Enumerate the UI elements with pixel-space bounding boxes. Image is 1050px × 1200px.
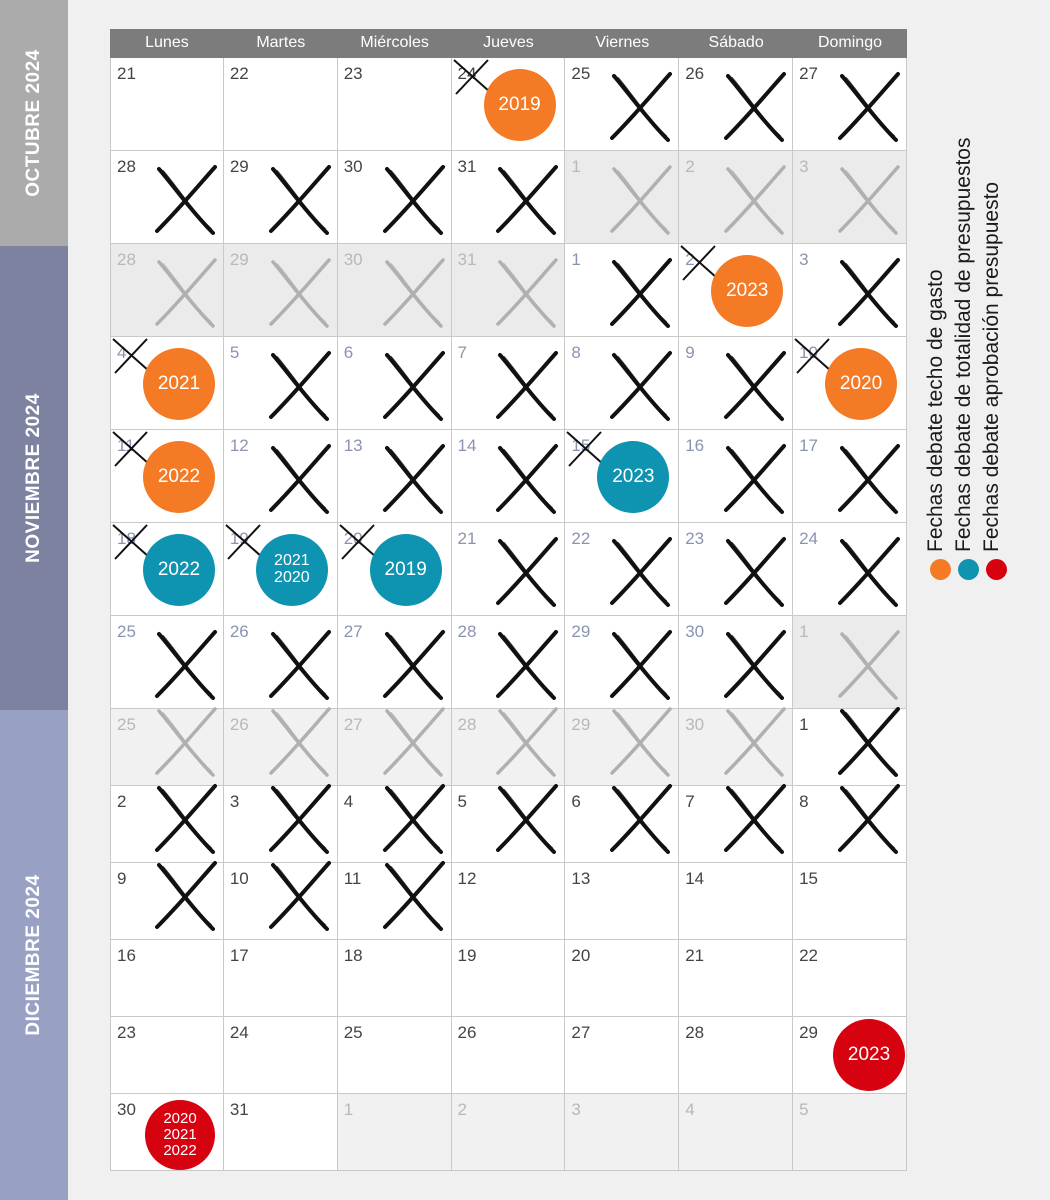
legend-item: Fechas debate techo de gasto [928, 40, 952, 580]
day-number: 21 [457, 529, 477, 548]
cross-mark-icon [267, 256, 333, 330]
day-number: 31 [457, 157, 477, 176]
day-cell [452, 1017, 566, 1094]
day-number: 28 [117, 157, 136, 176]
cross-mark-icon [608, 70, 674, 144]
event-circle [145, 1100, 215, 1170]
day-cell [565, 523, 679, 616]
day-cell [338, 940, 452, 1017]
day-number: 1 [343, 1100, 354, 1119]
day-number: 17 [229, 946, 249, 965]
event-year: 2020 [274, 569, 310, 586]
day-cell [338, 709, 452, 786]
day-cell [338, 863, 452, 940]
day-cell [110, 786, 224, 863]
cross-mark-icon [722, 535, 788, 609]
cross-mark-icon [608, 705, 674, 779]
day-number: 9 [685, 343, 695, 362]
weekday-label: Lunes [145, 34, 189, 51]
day-number: 29 [229, 157, 249, 176]
cross-mark-icon [494, 349, 560, 423]
day-number: 21 [117, 64, 136, 83]
day-cell [224, 1094, 338, 1171]
event-circle [256, 534, 328, 606]
event-year: 2020 [839, 373, 883, 395]
week-row [110, 523, 907, 616]
legend-dot-icon [930, 559, 951, 580]
day-cell [679, 58, 793, 151]
day-number: 10 [229, 869, 249, 888]
cross-mark-icon [608, 628, 674, 702]
day-cell [565, 430, 679, 523]
day-number: 27 [343, 622, 363, 641]
cross-mark-icon [494, 256, 560, 330]
day-cell [565, 244, 679, 337]
day-cell [224, 337, 338, 430]
day-number: 27 [343, 715, 363, 734]
event-circle [833, 1019, 905, 1091]
day-cell [793, 709, 907, 786]
day-cell [793, 863, 907, 940]
cross-mark-icon [608, 256, 674, 330]
day-cell [679, 523, 793, 616]
cross-mark-icon [608, 782, 674, 856]
cross-mark-icon [608, 163, 674, 237]
day-cell [793, 337, 907, 430]
weekday-label: Martes [256, 34, 306, 51]
day-cell [793, 58, 907, 151]
cross-mark-icon [153, 256, 219, 330]
day-cell [224, 863, 338, 940]
week-row [110, 151, 907, 244]
day-number: 27 [799, 64, 818, 83]
day-cell [565, 1094, 679, 1171]
day-number: 2 [117, 792, 127, 811]
day-number: 13 [343, 436, 363, 455]
cross-mark-icon [722, 705, 788, 779]
day-cell [110, 58, 224, 151]
day-number: 16 [117, 946, 136, 965]
day-number: 16 [685, 436, 705, 455]
day-number: 26 [229, 622, 249, 641]
day-cell [452, 58, 566, 151]
event-year: 2022 [157, 559, 201, 581]
day-cell [110, 616, 224, 709]
day-number: 14 [457, 436, 477, 455]
cross-mark-icon [836, 163, 902, 237]
day-number: 20 [571, 946, 591, 965]
day-number: 23 [117, 1023, 136, 1042]
week-row [110, 786, 907, 863]
day-number: 30 [343, 250, 363, 269]
cross-mark-icon [267, 442, 333, 516]
day-number: 28 [457, 715, 477, 734]
day-cell [338, 244, 452, 337]
day-number: 5 [799, 1100, 809, 1119]
cross-mark-icon [494, 705, 560, 779]
day-number: 21 [685, 946, 705, 965]
day-cell [224, 940, 338, 1017]
weekday-header [110, 29, 907, 58]
calendar-grid [110, 29, 907, 1171]
day-cell [793, 616, 907, 709]
week-row [110, 430, 907, 523]
day-number: 2 [685, 157, 695, 176]
cross-mark-icon [153, 859, 219, 933]
day-cell [679, 244, 793, 337]
day-number: 1 [799, 622, 809, 641]
day-cell [793, 244, 907, 337]
cross-mark-icon [381, 628, 447, 702]
day-cell [338, 151, 452, 244]
event-circle [825, 348, 897, 420]
day-cell [679, 616, 793, 709]
day-number: 19 [229, 529, 249, 548]
day-number: 15 [799, 869, 818, 888]
day-number: 30 [117, 1100, 136, 1119]
day-cell [224, 58, 338, 151]
event-circle [711, 255, 783, 327]
day-cell [224, 244, 338, 337]
event-circle [143, 348, 215, 420]
cross-mark-icon [381, 859, 447, 933]
event-year: 2023 [726, 280, 769, 302]
day-cell [452, 244, 566, 337]
cross-mark-icon [836, 442, 902, 516]
month-band-3 [0, 710, 68, 1200]
day-number: 1 [799, 715, 809, 734]
cross-mark-icon [267, 859, 333, 933]
day-cell [110, 1017, 224, 1094]
day-cell [679, 430, 793, 523]
cross-mark-icon [608, 349, 674, 423]
day-cell [793, 523, 907, 616]
legend-dot-icon [958, 559, 979, 580]
day-cell [452, 786, 566, 863]
weekday-label: Jueves [483, 34, 534, 51]
cross-mark-icon [722, 70, 788, 144]
day-cell [452, 863, 566, 940]
day-number: 25 [343, 1023, 363, 1042]
cross-mark-icon [722, 349, 788, 423]
day-number: 3 [229, 792, 240, 811]
event-year: 2022 [157, 466, 201, 488]
weekday-label: Miércoles [360, 34, 429, 51]
day-cell [338, 523, 452, 616]
day-cell [452, 709, 566, 786]
week-row [110, 337, 907, 430]
day-number: 15 [571, 436, 591, 455]
cross-mark-icon [267, 349, 333, 423]
day-number: 28 [685, 1023, 705, 1042]
cross-mark-icon [153, 628, 219, 702]
legend [924, 40, 1038, 580]
day-number: 4 [685, 1100, 695, 1119]
day-cell [110, 940, 224, 1017]
day-number: 30 [343, 157, 363, 176]
day-number: 13 [571, 869, 591, 888]
cross-mark-icon [267, 705, 333, 779]
legend-item: Fechas debate de totalidad de presupuestos [956, 40, 980, 580]
day-cell [224, 709, 338, 786]
day-cell [679, 1094, 793, 1171]
event-circle [370, 534, 442, 606]
week-row [110, 940, 907, 1017]
day-number: 1 [571, 157, 581, 176]
day-number: 31 [457, 250, 477, 269]
day-number: 14 [685, 869, 705, 888]
day-number: 2 [685, 250, 695, 269]
day-cell [110, 430, 224, 523]
day-cell [452, 151, 566, 244]
weekday-label: Viernes [595, 34, 650, 51]
cross-mark-icon [722, 628, 788, 702]
day-number: 22 [571, 529, 591, 548]
day-number: 2 [457, 1100, 467, 1119]
cross-mark-icon [494, 782, 560, 856]
day-number: 7 [685, 792, 695, 811]
week-row [110, 1094, 907, 1171]
day-number: 10 [799, 343, 818, 362]
weekday-label: Sábado [708, 34, 764, 51]
week-row [110, 58, 907, 151]
day-number: 25 [571, 64, 591, 83]
day-number: 19 [457, 946, 477, 965]
day-number: 3 [799, 157, 809, 176]
cross-mark-icon [836, 705, 902, 779]
day-cell [224, 151, 338, 244]
day-cell [110, 863, 224, 940]
day-number: 31 [229, 1100, 249, 1119]
cross-mark-icon [836, 256, 902, 330]
day-number: 7 [457, 343, 467, 362]
day-number: 3 [571, 1100, 581, 1119]
event-circle [597, 441, 669, 513]
event-year: 2022 [163, 1141, 197, 1159]
day-cell [452, 616, 566, 709]
day-number: 5 [457, 792, 467, 811]
cross-mark-icon [153, 782, 219, 856]
day-cell [338, 786, 452, 863]
weekday-label: Domingo [817, 34, 882, 51]
cross-mark-icon [381, 256, 447, 330]
month-label: DICIEMBRE 2024 [23, 874, 44, 1036]
small-cross-icon [452, 58, 492, 96]
day-cell [565, 58, 679, 151]
cross-mark-icon [836, 782, 902, 856]
day-cell [565, 616, 679, 709]
day-number: 6 [343, 343, 354, 362]
day-cell [679, 940, 793, 1017]
day-number: 28 [117, 250, 136, 269]
day-cell [110, 151, 224, 244]
event-year: 2023 [612, 466, 655, 488]
day-number: 8 [571, 343, 581, 362]
day-cell [338, 337, 452, 430]
cross-mark-icon [494, 442, 560, 516]
day-number: 9 [117, 869, 127, 888]
day-number: 23 [343, 64, 363, 83]
cross-mark-icon [722, 163, 788, 237]
day-cell [338, 616, 452, 709]
day-number: 4 [117, 343, 127, 362]
cross-mark-icon [608, 535, 674, 609]
day-number: 18 [343, 946, 363, 965]
day-number: 11 [117, 436, 135, 455]
day-cell [452, 337, 566, 430]
day-cell [679, 337, 793, 430]
cross-mark-icon [836, 70, 902, 144]
day-number: 30 [685, 715, 705, 734]
day-number: 30 [685, 622, 705, 641]
day-number: 29 [799, 1023, 818, 1042]
cross-mark-icon [722, 782, 788, 856]
day-number: 1 [571, 250, 581, 269]
day-cell [793, 1017, 907, 1094]
event-year: 2023 [847, 1044, 891, 1066]
day-cell [338, 58, 452, 151]
day-number: 29 [571, 622, 591, 641]
day-number: 11 [343, 869, 362, 888]
month-band-1 [0, 0, 68, 246]
week-row [110, 709, 907, 786]
day-cell [110, 337, 224, 430]
month-band-2 [0, 246, 68, 710]
cross-mark-icon [153, 163, 219, 237]
day-cell [452, 523, 566, 616]
day-cell [338, 430, 452, 523]
small-cross-icon [338, 523, 378, 561]
cross-mark-icon [836, 628, 902, 702]
day-cell [452, 430, 566, 523]
day-number: 23 [685, 529, 705, 548]
day-cell [224, 1017, 338, 1094]
day-number: 29 [571, 715, 591, 734]
cross-mark-icon [381, 442, 447, 516]
day-number: 24 [799, 529, 818, 548]
day-cell [565, 786, 679, 863]
cross-mark-icon [836, 535, 902, 609]
day-cell [224, 616, 338, 709]
day-cell [565, 1017, 679, 1094]
cross-mark-icon [381, 163, 447, 237]
day-number: 24 [457, 64, 477, 83]
day-number: 26 [685, 64, 705, 83]
day-cell [110, 709, 224, 786]
day-number: 26 [457, 1023, 477, 1042]
cross-mark-icon [267, 782, 333, 856]
day-number: 12 [457, 869, 477, 888]
day-cell [679, 151, 793, 244]
day-cell [224, 523, 338, 616]
day-number: 5 [229, 343, 240, 362]
day-cell [679, 863, 793, 940]
day-number: 6 [571, 792, 581, 811]
event-circle [484, 69, 556, 141]
cross-mark-icon [381, 349, 447, 423]
calendar-body [110, 58, 907, 1171]
day-number: 3 [799, 250, 809, 269]
day-number: 26 [229, 715, 249, 734]
cross-mark-icon [381, 705, 447, 779]
month-label: NOVIEMBRE 2024 [23, 393, 44, 563]
day-number: 25 [117, 715, 136, 734]
day-number: 27 [571, 1023, 591, 1042]
event-year: 2021 [157, 373, 201, 395]
day-cell [110, 1094, 224, 1171]
day-number: 4 [343, 792, 354, 811]
day-cell [565, 863, 679, 940]
event-year: 2019 [384, 559, 427, 581]
event-year: 2019 [498, 94, 541, 116]
day-cell [679, 709, 793, 786]
day-cell [565, 940, 679, 1017]
day-cell [565, 337, 679, 430]
day-cell [338, 1094, 452, 1171]
day-cell [793, 940, 907, 1017]
event-circle [143, 534, 215, 606]
week-row [110, 244, 907, 337]
event-year: 2021 [274, 552, 310, 570]
day-number: 22 [229, 64, 249, 83]
day-number: 25 [117, 622, 136, 641]
event-circle [143, 441, 215, 513]
event-year: 2020 [163, 1110, 197, 1128]
day-cell [565, 709, 679, 786]
cross-mark-icon [153, 705, 219, 779]
day-cell [338, 1017, 452, 1094]
day-cell [452, 1094, 566, 1171]
day-cell [110, 244, 224, 337]
day-cell [110, 523, 224, 616]
cross-mark-icon [494, 163, 560, 237]
day-number: 12 [229, 436, 249, 455]
day-cell [793, 430, 907, 523]
cross-mark-icon [494, 535, 560, 609]
legend-item: Fechas debate aprobación presupuesto [984, 40, 1008, 580]
event-year: 2021 [163, 1126, 197, 1144]
cross-mark-icon [267, 163, 333, 237]
day-number: 29 [229, 250, 249, 269]
day-cell [679, 786, 793, 863]
day-number: 8 [799, 792, 809, 811]
day-number: 22 [799, 946, 818, 965]
cross-mark-icon [381, 782, 447, 856]
day-number: 24 [229, 1023, 249, 1042]
cross-mark-icon [267, 628, 333, 702]
week-row [110, 863, 907, 940]
week-row [110, 1017, 907, 1094]
day-number: 20 [343, 529, 363, 548]
legend-dot-icon [986, 559, 1007, 580]
day-cell [793, 786, 907, 863]
month-label: OCTUBRE 2024 [23, 49, 44, 197]
day-cell [224, 430, 338, 523]
day-cell [793, 1094, 907, 1171]
day-cell [793, 151, 907, 244]
day-cell [565, 151, 679, 244]
cross-mark-icon [722, 442, 788, 516]
day-cell [452, 940, 566, 1017]
day-number: 18 [117, 529, 136, 548]
day-cell [224, 786, 338, 863]
day-cell [679, 1017, 793, 1094]
day-number: 17 [799, 436, 818, 455]
week-row [110, 616, 907, 709]
day-number: 28 [457, 622, 477, 641]
cross-mark-icon [494, 628, 560, 702]
